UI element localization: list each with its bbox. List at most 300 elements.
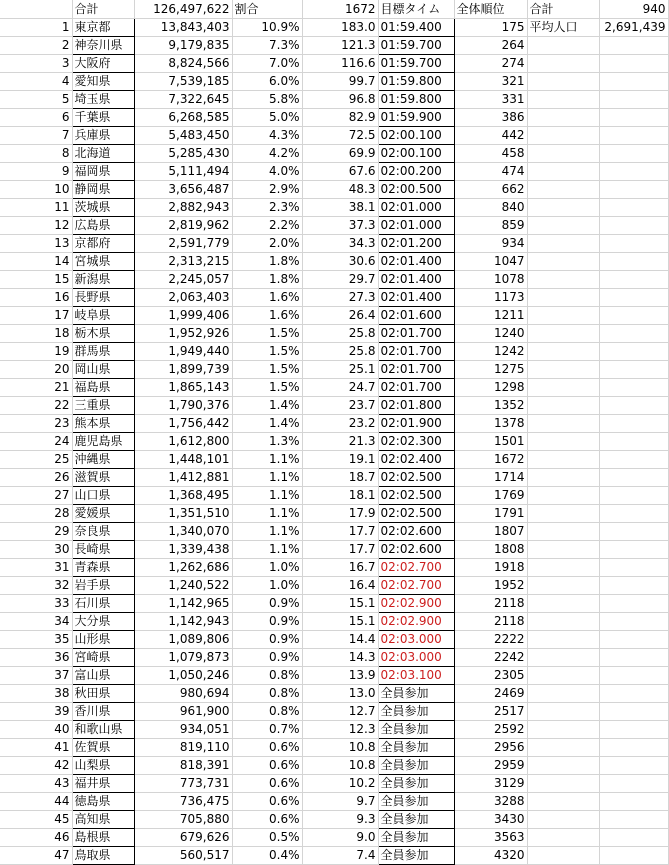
- side-label-cell[interactable]: [527, 667, 599, 685]
- target-time-cell[interactable]: 02:01.700: [378, 325, 454, 343]
- target-time-cell[interactable]: 02:01.700: [378, 343, 454, 361]
- ratio-cell[interactable]: 0.6%: [232, 739, 302, 757]
- side-label-cell[interactable]: [527, 253, 599, 271]
- row-number-cell[interactable]: 39: [0, 703, 72, 721]
- count-cell[interactable]: 30.6: [302, 253, 378, 271]
- row-number-cell[interactable]: 13: [0, 235, 72, 253]
- prefecture-cell[interactable]: 和歌山県: [72, 721, 134, 739]
- side-value-cell[interactable]: [599, 271, 668, 289]
- ratio-cell[interactable]: 1.5%: [232, 379, 302, 397]
- row-number-cell[interactable]: 42: [0, 757, 72, 775]
- side-label-cell[interactable]: [527, 829, 599, 847]
- population-cell[interactable]: 2,063,403: [134, 289, 232, 307]
- count-cell[interactable]: 12.7: [302, 703, 378, 721]
- count-cell[interactable]: 67.6: [302, 163, 378, 181]
- row-number-cell[interactable]: 37: [0, 667, 72, 685]
- target-time-cell[interactable]: 02:01.900: [378, 415, 454, 433]
- overall-rank-cell[interactable]: 3129: [454, 775, 527, 793]
- prefecture-cell[interactable]: 新潟県: [72, 271, 134, 289]
- prefecture-cell[interactable]: 秋田県: [72, 685, 134, 703]
- count-cell[interactable]: 25.8: [302, 343, 378, 361]
- side-value-cell[interactable]: [599, 775, 668, 793]
- row-number-cell[interactable]: 29: [0, 523, 72, 541]
- prefecture-cell[interactable]: 石川県: [72, 595, 134, 613]
- side-value-cell[interactable]: [599, 703, 668, 721]
- prefecture-cell[interactable]: 福岡県: [72, 163, 134, 181]
- side-value-cell[interactable]: [599, 523, 668, 541]
- ratio-cell[interactable]: 1.1%: [232, 487, 302, 505]
- side-label-cell[interactable]: [527, 721, 599, 739]
- population-cell[interactable]: 1,612,800: [134, 433, 232, 451]
- prefecture-cell[interactable]: 鳥取県: [72, 847, 134, 865]
- ratio-cell[interactable]: 1.1%: [232, 451, 302, 469]
- header-population-total[interactable]: 126,497,622: [134, 0, 232, 19]
- header-target-time-label[interactable]: 目標タイム: [378, 0, 454, 19]
- target-time-cell[interactable]: 全員参加: [378, 739, 454, 757]
- row-number-cell[interactable]: 23: [0, 415, 72, 433]
- prefecture-cell[interactable]: 島根県: [72, 829, 134, 847]
- row-number-cell[interactable]: 47: [0, 847, 72, 865]
- population-cell[interactable]: 1,340,070: [134, 523, 232, 541]
- side-value-cell[interactable]: [599, 613, 668, 631]
- overall-rank-cell[interactable]: 1352: [454, 397, 527, 415]
- prefecture-cell[interactable]: 青森県: [72, 559, 134, 577]
- ratio-cell[interactable]: 2.3%: [232, 199, 302, 217]
- side-value-cell[interactable]: [599, 379, 668, 397]
- prefecture-cell[interactable]: 高知県: [72, 811, 134, 829]
- overall-rank-cell[interactable]: 2469: [454, 685, 527, 703]
- target-time-cell[interactable]: 01:59.700: [378, 55, 454, 73]
- row-number-cell[interactable]: 30: [0, 541, 72, 559]
- overall-rank-cell[interactable]: 840: [454, 199, 527, 217]
- header-count-total[interactable]: 1672: [302, 0, 378, 19]
- row-number-cell[interactable]: 26: [0, 469, 72, 487]
- side-value-cell[interactable]: [599, 37, 668, 55]
- row-number-cell[interactable]: 2: [0, 37, 72, 55]
- row-number-cell[interactable]: 34: [0, 613, 72, 631]
- count-cell[interactable]: 14.4: [302, 631, 378, 649]
- overall-rank-cell[interactable]: 1714: [454, 469, 527, 487]
- row-number-cell[interactable]: 32: [0, 577, 72, 595]
- side-value-cell[interactable]: [599, 739, 668, 757]
- overall-rank-cell[interactable]: 175: [454, 19, 527, 37]
- ratio-cell[interactable]: 4.3%: [232, 127, 302, 145]
- prefecture-cell[interactable]: 神奈川県: [72, 37, 134, 55]
- overall-rank-cell[interactable]: 2517: [454, 703, 527, 721]
- prefecture-cell[interactable]: 北海道: [72, 145, 134, 163]
- overall-rank-cell[interactable]: 2118: [454, 613, 527, 631]
- population-cell[interactable]: 1,351,510: [134, 505, 232, 523]
- overall-rank-cell[interactable]: 1173: [454, 289, 527, 307]
- target-time-cell[interactable]: 02:02.600: [378, 523, 454, 541]
- row-number-cell[interactable]: 7: [0, 127, 72, 145]
- prefecture-cell[interactable]: 福島県: [72, 379, 134, 397]
- ratio-cell[interactable]: 1.5%: [232, 343, 302, 361]
- population-cell[interactable]: 1,999,406: [134, 307, 232, 325]
- count-cell[interactable]: 183.0: [302, 19, 378, 37]
- ratio-cell[interactable]: 10.9%: [232, 19, 302, 37]
- population-cell[interactable]: 773,731: [134, 775, 232, 793]
- prefecture-cell[interactable]: 宮城県: [72, 253, 134, 271]
- row-number-cell[interactable]: 15: [0, 271, 72, 289]
- population-cell[interactable]: 5,483,450: [134, 127, 232, 145]
- overall-rank-cell[interactable]: 1378: [454, 415, 527, 433]
- prefecture-cell[interactable]: 熊本県: [72, 415, 134, 433]
- side-value-cell[interactable]: [599, 307, 668, 325]
- count-cell[interactable]: 26.4: [302, 307, 378, 325]
- target-time-cell[interactable]: 01:59.800: [378, 91, 454, 109]
- prefecture-cell[interactable]: 岡山県: [72, 361, 134, 379]
- side-label-cell[interactable]: [527, 217, 599, 235]
- overall-rank-cell[interactable]: 331: [454, 91, 527, 109]
- population-cell[interactable]: 2,313,215: [134, 253, 232, 271]
- population-cell[interactable]: 7,539,185: [134, 73, 232, 91]
- count-cell[interactable]: 18.7: [302, 469, 378, 487]
- side-value-cell[interactable]: [599, 91, 668, 109]
- side-value-cell[interactable]: [599, 109, 668, 127]
- overall-rank-cell[interactable]: 3288: [454, 793, 527, 811]
- target-time-cell[interactable]: 01:59.700: [378, 37, 454, 55]
- side-label-cell[interactable]: [527, 739, 599, 757]
- count-cell[interactable]: 23.7: [302, 397, 378, 415]
- population-cell[interactable]: 3,656,487: [134, 181, 232, 199]
- overall-rank-cell[interactable]: 1769: [454, 487, 527, 505]
- target-time-cell[interactable]: 02:01.700: [378, 379, 454, 397]
- row-number-cell[interactable]: 20: [0, 361, 72, 379]
- population-cell[interactable]: 5,285,430: [134, 145, 232, 163]
- target-time-cell-red[interactable]: 02:02.700: [378, 559, 454, 577]
- side-value-cell[interactable]: [599, 361, 668, 379]
- prefecture-cell[interactable]: 広島県: [72, 217, 134, 235]
- count-cell[interactable]: 24.7: [302, 379, 378, 397]
- side-label-cell[interactable]: [527, 793, 599, 811]
- count-cell[interactable]: 18.1: [302, 487, 378, 505]
- target-time-cell[interactable]: 02:02.500: [378, 505, 454, 523]
- target-time-cell[interactable]: 全員参加: [378, 847, 454, 865]
- side-label-cell[interactable]: [527, 73, 599, 91]
- overall-rank-cell[interactable]: 386: [454, 109, 527, 127]
- target-time-cell-red[interactable]: 02:03.100: [378, 667, 454, 685]
- target-time-cell[interactable]: 02:02.600: [378, 541, 454, 559]
- population-cell[interactable]: 980,694: [134, 685, 232, 703]
- count-cell[interactable]: 12.3: [302, 721, 378, 739]
- overall-rank-cell[interactable]: 859: [454, 217, 527, 235]
- population-cell[interactable]: 7,322,645: [134, 91, 232, 109]
- ratio-cell[interactable]: 0.6%: [232, 793, 302, 811]
- count-cell[interactable]: 15.1: [302, 613, 378, 631]
- overall-rank-cell[interactable]: 1501: [454, 433, 527, 451]
- prefecture-cell[interactable]: 栃木県: [72, 325, 134, 343]
- side-value-cell[interactable]: [599, 541, 668, 559]
- count-cell[interactable]: 17.7: [302, 523, 378, 541]
- count-cell[interactable]: 96.8: [302, 91, 378, 109]
- row-number-cell[interactable]: 28: [0, 505, 72, 523]
- ratio-cell[interactable]: 1.3%: [232, 433, 302, 451]
- row-number-cell[interactable]: 8: [0, 145, 72, 163]
- side-value-cell[interactable]: [599, 505, 668, 523]
- ratio-cell[interactable]: 0.9%: [232, 613, 302, 631]
- summary-total-label[interactable]: 合計: [527, 0, 599, 19]
- side-label-cell[interactable]: [527, 379, 599, 397]
- overall-rank-cell[interactable]: 662: [454, 181, 527, 199]
- population-cell[interactable]: 2,245,057: [134, 271, 232, 289]
- ratio-cell[interactable]: 0.9%: [232, 631, 302, 649]
- side-value-cell[interactable]: [599, 145, 668, 163]
- side-label-cell[interactable]: [527, 397, 599, 415]
- row-number-cell[interactable]: 10: [0, 181, 72, 199]
- target-time-cell[interactable]: 02:00.100: [378, 145, 454, 163]
- side-label-cell[interactable]: [527, 343, 599, 361]
- ratio-cell[interactable]: 0.6%: [232, 811, 302, 829]
- count-cell[interactable]: 14.3: [302, 649, 378, 667]
- ratio-cell[interactable]: 2.2%: [232, 217, 302, 235]
- ratio-cell[interactable]: 1.5%: [232, 325, 302, 343]
- overall-rank-cell[interactable]: 934: [454, 235, 527, 253]
- row-number-cell[interactable]: 17: [0, 307, 72, 325]
- population-cell[interactable]: 2,882,943: [134, 199, 232, 217]
- target-time-cell[interactable]: 全員参加: [378, 829, 454, 847]
- ratio-cell[interactable]: 1.0%: [232, 577, 302, 595]
- side-value-cell[interactable]: [599, 721, 668, 739]
- count-cell[interactable]: 38.1: [302, 199, 378, 217]
- side-value-cell[interactable]: [599, 343, 668, 361]
- target-time-cell[interactable]: 02:02.500: [378, 469, 454, 487]
- population-cell[interactable]: 679,626: [134, 829, 232, 847]
- overall-rank-cell[interactable]: 264: [454, 37, 527, 55]
- row-number-cell[interactable]: 19: [0, 343, 72, 361]
- overall-rank-cell[interactable]: 1298: [454, 379, 527, 397]
- overall-rank-cell[interactable]: 1672: [454, 451, 527, 469]
- count-cell[interactable]: 10.8: [302, 739, 378, 757]
- target-time-cell-red[interactable]: 02:02.900: [378, 595, 454, 613]
- side-label-cell[interactable]: [527, 469, 599, 487]
- overall-rank-cell[interactable]: 3430: [454, 811, 527, 829]
- target-time-cell[interactable]: 全員参加: [378, 757, 454, 775]
- ratio-cell[interactable]: 1.8%: [232, 271, 302, 289]
- row-number-cell[interactable]: 21: [0, 379, 72, 397]
- side-label-cell[interactable]: [527, 145, 599, 163]
- side-value-cell[interactable]: [599, 163, 668, 181]
- prefecture-cell[interactable]: 鹿児島県: [72, 433, 134, 451]
- population-cell[interactable]: 1,142,965: [134, 595, 232, 613]
- summary-avg-pop-value[interactable]: 2,691,439: [599, 19, 668, 37]
- row-number-cell[interactable]: 36: [0, 649, 72, 667]
- row-number-cell[interactable]: 18: [0, 325, 72, 343]
- ratio-cell[interactable]: 2.0%: [232, 235, 302, 253]
- side-value-cell[interactable]: [599, 325, 668, 343]
- count-cell[interactable]: 17.9: [302, 505, 378, 523]
- prefecture-cell[interactable]: 福井県: [72, 775, 134, 793]
- prefecture-cell[interactable]: 山形県: [72, 631, 134, 649]
- row-number-cell[interactable]: 33: [0, 595, 72, 613]
- target-time-cell[interactable]: 全員参加: [378, 775, 454, 793]
- population-cell[interactable]: 819,110: [134, 739, 232, 757]
- count-cell[interactable]: 16.4: [302, 577, 378, 595]
- overall-rank-cell[interactable]: 1078: [454, 271, 527, 289]
- row-number-cell[interactable]: 43: [0, 775, 72, 793]
- ratio-cell[interactable]: 0.6%: [232, 775, 302, 793]
- target-time-cell[interactable]: 02:01.400: [378, 253, 454, 271]
- side-label-cell[interactable]: [527, 199, 599, 217]
- overall-rank-cell[interactable]: 2305: [454, 667, 527, 685]
- row-number-cell[interactable]: 45: [0, 811, 72, 829]
- row-number-cell[interactable]: 3: [0, 55, 72, 73]
- prefecture-cell[interactable]: 東京都: [72, 19, 134, 37]
- side-label-cell[interactable]: [527, 685, 599, 703]
- prefecture-cell[interactable]: 大分県: [72, 613, 134, 631]
- prefecture-cell[interactable]: 群馬県: [72, 343, 134, 361]
- count-cell[interactable]: 13.0: [302, 685, 378, 703]
- ratio-cell[interactable]: 1.4%: [232, 397, 302, 415]
- target-time-cell[interactable]: 01:59.800: [378, 73, 454, 91]
- side-label-cell[interactable]: [527, 181, 599, 199]
- side-label-cell[interactable]: [527, 37, 599, 55]
- side-label-cell[interactable]: [527, 91, 599, 109]
- side-value-cell[interactable]: [599, 487, 668, 505]
- target-time-cell[interactable]: 全員参加: [378, 811, 454, 829]
- side-label-cell[interactable]: [527, 541, 599, 559]
- prefecture-cell[interactable]: 滋賀県: [72, 469, 134, 487]
- population-cell[interactable]: 1,262,686: [134, 559, 232, 577]
- side-value-cell[interactable]: [599, 685, 668, 703]
- overall-rank-cell[interactable]: 1047: [454, 253, 527, 271]
- side-value-cell[interactable]: [599, 433, 668, 451]
- population-cell[interactable]: 961,900: [134, 703, 232, 721]
- overall-rank-cell[interactable]: 1918: [454, 559, 527, 577]
- side-value-cell[interactable]: [599, 631, 668, 649]
- population-cell[interactable]: 1,050,246: [134, 667, 232, 685]
- side-label-cell[interactable]: [527, 487, 599, 505]
- side-label-cell[interactable]: [527, 127, 599, 145]
- side-value-cell[interactable]: [599, 235, 668, 253]
- side-value-cell[interactable]: [599, 559, 668, 577]
- side-value-cell[interactable]: [599, 829, 668, 847]
- overall-rank-cell[interactable]: 274: [454, 55, 527, 73]
- side-value-cell[interactable]: [599, 451, 668, 469]
- target-time-cell[interactable]: 02:00.100: [378, 127, 454, 145]
- overall-rank-cell[interactable]: 1242: [454, 343, 527, 361]
- row-number-cell[interactable]: 11: [0, 199, 72, 217]
- summary-total-value[interactable]: 940: [599, 0, 668, 19]
- side-value-cell[interactable]: [599, 199, 668, 217]
- target-time-cell[interactable]: 02:02.300: [378, 433, 454, 451]
- ratio-cell[interactable]: 6.0%: [232, 73, 302, 91]
- count-cell[interactable]: 121.3: [302, 37, 378, 55]
- side-value-cell[interactable]: [599, 793, 668, 811]
- side-label-cell[interactable]: [527, 163, 599, 181]
- population-cell[interactable]: 13,843,403: [134, 19, 232, 37]
- population-cell[interactable]: 1,412,881: [134, 469, 232, 487]
- count-cell[interactable]: 34.3: [302, 235, 378, 253]
- side-label-cell[interactable]: [527, 703, 599, 721]
- row-number-cell[interactable]: 40: [0, 721, 72, 739]
- side-label-cell[interactable]: [527, 325, 599, 343]
- row-number-cell[interactable]: 44: [0, 793, 72, 811]
- overall-rank-cell[interactable]: 2592: [454, 721, 527, 739]
- prefecture-cell[interactable]: 長野県: [72, 289, 134, 307]
- row-number-cell[interactable]: 25: [0, 451, 72, 469]
- population-cell[interactable]: 1,865,143: [134, 379, 232, 397]
- count-cell[interactable]: 10.8: [302, 757, 378, 775]
- prefecture-cell[interactable]: 沖縄県: [72, 451, 134, 469]
- ratio-cell[interactable]: 5.8%: [232, 91, 302, 109]
- side-label-cell[interactable]: [527, 649, 599, 667]
- overall-rank-cell[interactable]: 1807: [454, 523, 527, 541]
- ratio-cell[interactable]: 1.4%: [232, 415, 302, 433]
- population-cell[interactable]: 934,051: [134, 721, 232, 739]
- count-cell[interactable]: 13.9: [302, 667, 378, 685]
- overall-rank-cell[interactable]: 1791: [454, 505, 527, 523]
- overall-rank-cell[interactable]: 2118: [454, 595, 527, 613]
- overall-rank-cell[interactable]: 442: [454, 127, 527, 145]
- overall-rank-cell[interactable]: 1808: [454, 541, 527, 559]
- row-number-cell[interactable]: 46: [0, 829, 72, 847]
- ratio-cell[interactable]: 0.4%: [232, 847, 302, 865]
- prefecture-cell[interactable]: 山梨県: [72, 757, 134, 775]
- side-label-cell[interactable]: [527, 451, 599, 469]
- ratio-cell[interactable]: 1.1%: [232, 541, 302, 559]
- side-value-cell[interactable]: [599, 397, 668, 415]
- ratio-cell[interactable]: 0.8%: [232, 703, 302, 721]
- ratio-cell[interactable]: 1.8%: [232, 253, 302, 271]
- ratio-cell[interactable]: 4.0%: [232, 163, 302, 181]
- prefecture-cell[interactable]: 佐賀県: [72, 739, 134, 757]
- ratio-cell[interactable]: 5.0%: [232, 109, 302, 127]
- side-value-cell[interactable]: [599, 217, 668, 235]
- ratio-cell[interactable]: 1.0%: [232, 559, 302, 577]
- side-value-cell[interactable]: [599, 649, 668, 667]
- ratio-cell[interactable]: 0.9%: [232, 649, 302, 667]
- prefecture-cell[interactable]: 大阪府: [72, 55, 134, 73]
- ratio-cell[interactable]: 1.1%: [232, 469, 302, 487]
- ratio-cell[interactable]: 0.6%: [232, 757, 302, 775]
- side-label-cell[interactable]: [527, 361, 599, 379]
- ratio-cell[interactable]: 4.2%: [232, 145, 302, 163]
- prefecture-cell[interactable]: 長崎県: [72, 541, 134, 559]
- prefecture-cell[interactable]: 岐阜県: [72, 307, 134, 325]
- side-label-cell[interactable]: [527, 595, 599, 613]
- population-cell[interactable]: 2,819,962: [134, 217, 232, 235]
- count-cell[interactable]: 19.1: [302, 451, 378, 469]
- prefecture-cell[interactable]: 奈良県: [72, 523, 134, 541]
- side-label-cell[interactable]: [527, 775, 599, 793]
- count-cell[interactable]: 17.7: [302, 541, 378, 559]
- target-time-cell-red[interactable]: 02:02.900: [378, 613, 454, 631]
- side-value-cell[interactable]: [599, 55, 668, 73]
- overall-rank-cell[interactable]: 2242: [454, 649, 527, 667]
- side-label-cell[interactable]: [527, 235, 599, 253]
- count-cell[interactable]: 37.3: [302, 217, 378, 235]
- population-cell[interactable]: 2,591,779: [134, 235, 232, 253]
- row-number-cell[interactable]: 9: [0, 163, 72, 181]
- target-time-cell[interactable]: 02:02.500: [378, 487, 454, 505]
- target-time-cell[interactable]: 02:01.600: [378, 307, 454, 325]
- row-number-cell[interactable]: 22: [0, 397, 72, 415]
- overall-rank-cell[interactable]: 2222: [454, 631, 527, 649]
- population-cell[interactable]: 6,268,585: [134, 109, 232, 127]
- side-label-cell[interactable]: [527, 289, 599, 307]
- prefecture-cell[interactable]: 京都府: [72, 235, 134, 253]
- count-cell[interactable]: 116.6: [302, 55, 378, 73]
- prefecture-cell[interactable]: 兵庫県: [72, 127, 134, 145]
- target-time-cell[interactable]: 02:01.400: [378, 271, 454, 289]
- side-label-cell[interactable]: [527, 559, 599, 577]
- prefecture-cell[interactable]: 富山県: [72, 667, 134, 685]
- overall-rank-cell[interactable]: 1240: [454, 325, 527, 343]
- prefecture-cell[interactable]: 千葉県: [72, 109, 134, 127]
- ratio-cell[interactable]: 0.5%: [232, 829, 302, 847]
- ratio-cell[interactable]: 1.1%: [232, 523, 302, 541]
